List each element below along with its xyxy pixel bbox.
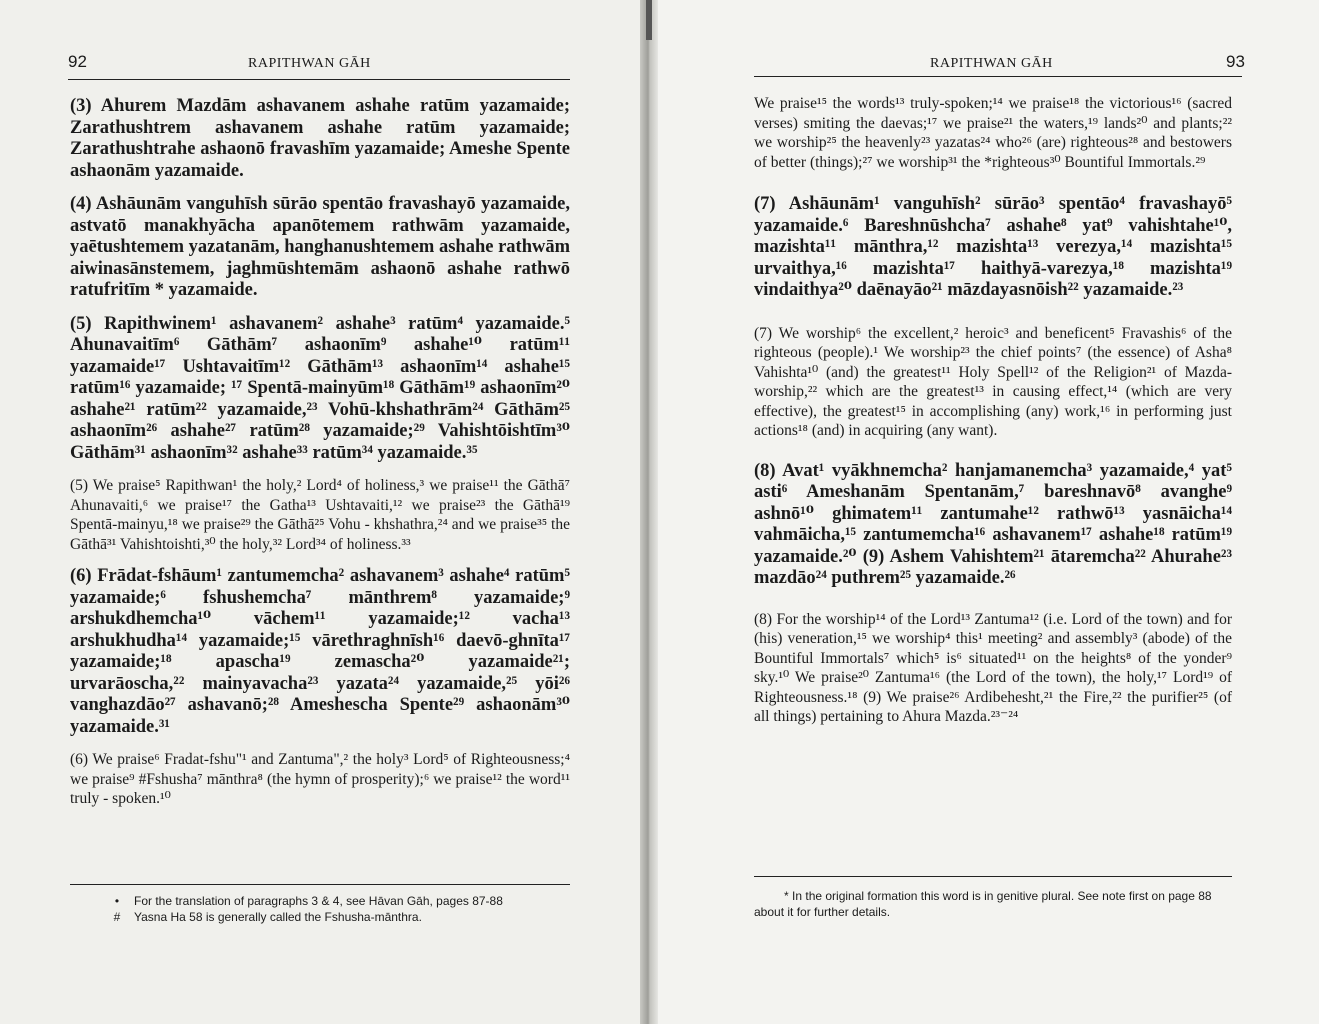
right-footnotes	[754, 888, 1232, 920]
footnote-mark: •	[114, 894, 120, 908]
paragraph-6-translation: (6) We praise⁶ Fradat-fshu"¹ and Zantuma",² the holy³ Lord⁵ of Righteousness;⁴ we praise⁹ #Fshusha⁷ mānthra⁸ (the hymn of prosperity);⁶ we praise¹² the word¹¹ truly - spoken.¹⁰	[70, 751, 570, 807]
footnote-text: In the original formation this word is in genitive plural. See note first on page 88 about it for further details.	[754, 889, 1212, 919]
header-rule	[68, 79, 570, 80]
left-footnotes	[110, 893, 580, 925]
footnote-mark: #	[113, 910, 121, 924]
running-head: RAPITHWAN GĀH	[248, 56, 371, 71]
paragraph-6-transliteration: (6) Frādat-fshāum¹ zantumemcha² ashavanem³ ashahe⁴ ratūm⁵ yazamaide;⁶ fshushemcha⁷ mānthrem⁸ yazamaide;⁹ arshukdhemcha¹⁰ vāchem¹¹ yazamaide;¹² vacha¹³ arshukhudha¹⁴ yazamaide;¹⁵ vārethraghnīsh¹⁶ daevō-ghnīta¹⁷ yazamaide;¹⁸ apascha¹⁹ zemascha²⁰ yazamaide²¹; urvarāoscha,²² mainyavacha²³ yazata²⁴ yazamaide,²⁵ yōi²⁶ vanghazdāo²⁷ ashavanō;²⁸ Ameshescha Spente²⁹ ashaonām³⁰ yazamaide.³¹	[70, 566, 570, 737]
page-number: 92	[68, 52, 87, 71]
paragraph-8-transliteration: (8) Avat¹ vyākhnemcha² hanjamanemcha³ yazamaide,⁴ yat⁵ asti⁶ Ameshanām Spentanām,⁷ bareshnavō⁸ avanghe⁹ ashnō¹⁰ ghimatem¹¹ zantumahe¹² rathwō¹³ yasnāicha¹⁴ vahmāicha,¹⁵ zantumemcha¹⁶ ashavanem¹⁷ ashahe¹⁸ ratūm¹⁹ yazamaide.²⁰ (9) Ashem Vahishtem²¹ ātaremcha²² Ahurahe²³ mazdāo²⁴ puthrem²⁵ yazamaide.²⁶	[754, 460, 1232, 588]
left-body-text	[70, 96, 570, 821]
footnote-mark: *	[784, 889, 789, 903]
header-rule	[754, 76, 1242, 77]
right-page	[658, 0, 1319, 1024]
paragraph-5-transliteration: (5) Rapithwinem¹ ashavanem² ashahe³ ratūm⁴ yazamaide.⁵ Ahunavaitīm⁶ Gāthām⁷ ashaonīm⁹ ashahe¹⁰ ratūm¹¹ yazamaide¹⁷ Ushtavaitīm¹² Gāthām¹³ ashaonīm¹⁴ ashahe¹⁵ ratūm¹⁶ yazamaide; ¹⁷ Spentā-mainyūm¹⁸ Gāthām¹⁹ ashaonīm²⁰ ashahe²¹ ratūm²² yazamaide,²³ Vohū-khshathrām²⁴ Gāthām²⁵ ashaonīm²⁶ ashahe²⁷ ratūm²⁸ yazamaide;²⁹ Vahishtōishtīm³⁰ Gāthām³¹ ashaonīm³² ashahe³³ ratūm³⁴ yazamaide.³⁵	[70, 313, 570, 463]
binding-mark	[646, 0, 652, 40]
running-head: RAPITHWAN GĀH	[930, 56, 1053, 71]
paragraph-7-transliteration: (7) Ashāunām¹ vanguhīsh² sūrāo³ spentāo⁴ fravashayō⁵ yazamaide.⁶ Bareshnūshcha⁷ ashahe⁸ yat⁹ vahishtahe¹⁰, mazishta¹¹ mānthra,¹² mazishta¹³ verezya,¹⁴ mazishta¹⁵ urvaithya,¹⁶ mazishta¹⁷ haithyā-varezya,¹⁸ mazishta¹⁹ vindaithya²⁰ daēnayāo²¹ māzdayasnōish²² yazamaide.²³	[754, 194, 1232, 300]
footnote-rule	[70, 884, 570, 885]
paragraph-6-translation-continued: We praise¹⁵ the words¹³ truly-spoken;¹⁴ we praise¹⁸ the victorious¹⁶ (sacred verses) smiting the daevas;¹⁷ we praise²¹ the waters,¹⁹ lands²⁰ and plants;²² we worship²⁵ the heavenly²³ yazatas²⁴ who²⁶ (are) righteous²⁸ and bestowers of better (things);²⁷ we worship³¹ the *righteous³⁰ Bountiful Immortals.²⁹	[754, 95, 1232, 171]
page-number: 93	[1226, 52, 1245, 71]
footnote	[110, 893, 580, 909]
paragraph-5-translation: (5) We praise⁵ Rapithwan¹ the holy,² Lord⁴ of holiness,³ we praise¹¹ the Gāthā⁷ Ahunavaiti,⁶ we praise¹⁷ the Gatha¹³ Ushtavaiti,¹² we praise²³ the Gāthā¹⁹ Spentā-mainyu,¹⁸ we praise²⁹ the Gāthā²⁵ Vohu - khshathra,²⁴ and we praise³⁵ the Gāthā³¹ Vahishtoishti,³⁰ the holy,³² Lord³⁴ of holiness.³³	[70, 477, 570, 553]
footnote-rule	[754, 876, 1232, 877]
footnote-text: For the translation of paragraphs 3 & 4, see Hāvan Gāh, pages 87-88	[134, 894, 503, 908]
paragraph-4-transliteration: (4) Ashāunām vanguhīsh sūrāo spentāo fravashayō yazamaide, astvatō manakhyācha apanōtemem rathwām yazamaide, yaētushtemem yazatanām, hanghanushtemem ashahe rathwām aiwinasānstemem, jaghmūshtemām ashaonō ashahe rathwō ratufritīm * yazamaide.	[70, 194, 571, 300]
footnote	[110, 909, 580, 925]
paragraph-8-translation: (8) For the worship¹⁴ of the Lord¹³ Zantuma¹² (i.e. Lord of the town) and for (his) veneration,¹⁵ we worship⁴ this¹ meeting² and assembly³ (abode) of the Bountiful Immortals⁷ which⁵ is⁶ situated¹¹ on the heights⁸ of the yonder⁹ sky.¹⁰ We praise²⁰ Zantuma¹⁶ (the Lord of the town), the holy,¹⁷ Lord¹⁹ of Righteousness.¹⁸ (9) We praise²⁶ Ardibehesht,²¹ the Fire,²² the purifier²⁵ (of all things) pertaining to Ahura Mazda.²³⁻²⁴	[754, 610, 1232, 725]
footnote-text: Yasna Ha 58 is generally called the Fshusha-mānthra.	[134, 910, 422, 924]
footnote	[754, 888, 1232, 920]
paragraph-3-transliteration: (3) Ahurem Mazdām ashavanem ashahe ratūm yazamaide; Zarathushtrem ashavanem ashahe ratūm yazamaide; Zarathushtrahe ashaonō fravashīm yazamaide; Ameshe Spente ashaonām yazamaide.	[70, 96, 570, 181]
book-gutter	[640, 0, 658, 1024]
right-body-text	[754, 94, 1232, 739]
paragraph-7-translation: (7) We worship⁶ the excellent,² heroic³ and beneficent⁵ Fravashis⁶ of the righteous (people).¹ We worship²³ the chief points⁷ (the essence) of Asha⁸ Vahishta¹⁰ (and) the greatest¹¹ Holy Spell¹² of the Religion²¹ of Mazda-worship,²² which are the greatest¹³ in causing effect,¹⁴ (which are very effective), the greatest¹⁵ in accomplishing (any) work,¹⁶ in performing just actions¹⁸ (and) in acquiring (any want).	[754, 324, 1232, 439]
left-page	[0, 0, 640, 1024]
